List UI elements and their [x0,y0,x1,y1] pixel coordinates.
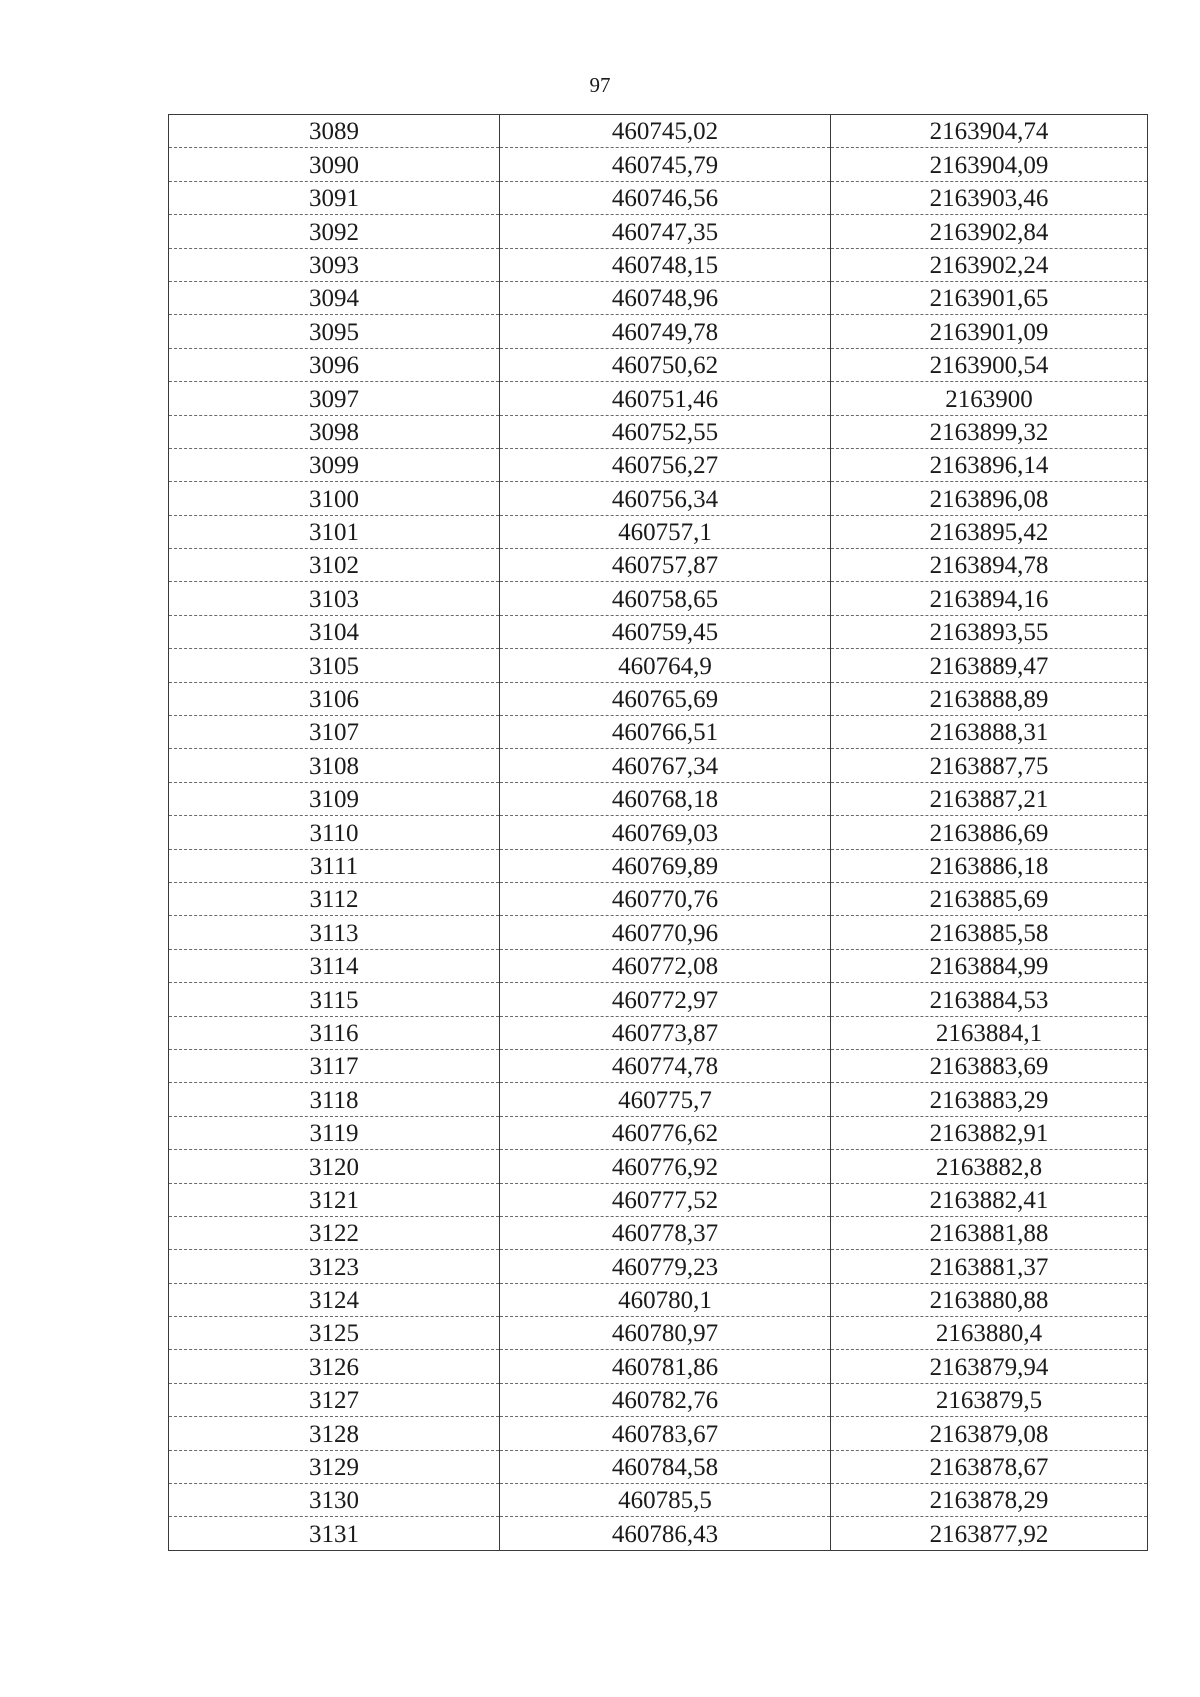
table-row [169,415,1148,448]
y-coordinate-cell: 2163887,21 [831,782,1148,815]
point-number-cell: 3097 [169,382,500,415]
point-number-cell: 3113 [169,916,500,949]
x-coordinate-cell: 460757,87 [500,549,831,582]
point-number-cell: 3101 [169,515,500,548]
table-row [169,115,1148,148]
x-coordinate-cell: 460775,7 [500,1083,831,1116]
table-row [169,916,1148,949]
y-coordinate-cell: 2163899,32 [831,415,1148,448]
y-coordinate-cell: 2163895,42 [831,515,1148,548]
table-row [169,281,1148,314]
y-coordinate-cell: 2163886,18 [831,849,1148,882]
y-coordinate-cell: 2163904,09 [831,148,1148,181]
table-row [169,1450,1148,1483]
point-number-cell: 3098 [169,415,500,448]
x-coordinate-cell: 460786,43 [500,1517,831,1550]
table-row [169,181,1148,214]
y-coordinate-cell: 2163883,29 [831,1083,1148,1116]
x-coordinate-cell: 460756,27 [500,448,831,481]
x-coordinate-cell: 460759,45 [500,615,831,648]
table-row [169,215,1148,248]
x-coordinate-cell: 460766,51 [500,716,831,749]
x-coordinate-cell: 460757,1 [500,515,831,548]
table-row [169,1049,1148,1082]
table-row [169,849,1148,882]
point-number-cell: 3128 [169,1417,500,1450]
x-coordinate-cell: 460769,03 [500,816,831,849]
point-number-cell: 3096 [169,348,500,381]
point-number-cell: 3114 [169,949,500,982]
point-number-cell: 3105 [169,649,500,682]
table-row [169,949,1148,982]
x-coordinate-cell: 460746,56 [500,181,831,214]
point-number-cell: 3103 [169,582,500,615]
x-coordinate-cell: 460745,79 [500,148,831,181]
x-coordinate-cell: 460780,1 [500,1283,831,1316]
x-coordinate-cell: 460752,55 [500,415,831,448]
y-coordinate-cell: 2163880,88 [831,1283,1148,1316]
y-coordinate-cell: 2163902,84 [831,215,1148,248]
point-number-cell: 3115 [169,983,500,1016]
coordinates-table [168,114,1148,1551]
table-row [169,749,1148,782]
table-row [169,983,1148,1016]
point-number-cell: 3110 [169,816,500,849]
point-number-cell: 3093 [169,248,500,281]
y-coordinate-cell: 2163902,24 [831,248,1148,281]
y-coordinate-cell: 2163893,55 [831,615,1148,648]
table-row [169,582,1148,615]
point-number-cell: 3131 [169,1517,500,1550]
point-number-cell: 3121 [169,1183,500,1216]
y-coordinate-cell: 2163885,58 [831,916,1148,949]
x-coordinate-cell: 460785,5 [500,1484,831,1517]
point-number-cell: 3119 [169,1116,500,1149]
y-coordinate-cell: 2163884,53 [831,983,1148,1016]
y-coordinate-cell: 2163900,54 [831,348,1148,381]
point-number-cell: 3123 [169,1250,500,1283]
y-coordinate-cell: 2163889,47 [831,649,1148,682]
point-number-cell: 3091 [169,181,500,214]
y-coordinate-cell: 2163901,65 [831,281,1148,314]
table-row [169,515,1148,548]
point-number-cell: 3129 [169,1450,500,1483]
y-coordinate-cell: 2163879,5 [831,1383,1148,1416]
y-coordinate-cell: 2163883,69 [831,1049,1148,1082]
y-coordinate-cell: 2163884,99 [831,949,1148,982]
point-number-cell: 3109 [169,782,500,815]
x-coordinate-cell: 460776,92 [500,1150,831,1183]
y-coordinate-cell: 2163900 [831,382,1148,415]
table-row [169,382,1148,415]
table-row [169,549,1148,582]
table-row [169,782,1148,815]
x-coordinate-cell: 460756,34 [500,482,831,515]
y-coordinate-cell: 2163888,31 [831,716,1148,749]
x-coordinate-cell: 460758,65 [500,582,831,615]
x-coordinate-cell: 460772,08 [500,949,831,982]
page-number: 97 [589,73,611,97]
y-coordinate-cell: 2163878,67 [831,1450,1148,1483]
x-coordinate-cell: 460765,69 [500,682,831,715]
point-number-cell: 3102 [169,549,500,582]
point-number-cell: 3112 [169,882,500,915]
y-coordinate-cell: 2163896,14 [831,448,1148,481]
x-coordinate-cell: 460784,58 [500,1450,831,1483]
x-coordinate-cell: 460768,18 [500,782,831,815]
x-coordinate-cell: 460776,62 [500,1116,831,1149]
table-row [169,1317,1148,1350]
table-row [169,1083,1148,1116]
y-coordinate-cell: 2163885,69 [831,882,1148,915]
y-coordinate-cell: 2163879,94 [831,1350,1148,1383]
y-coordinate-cell: 2163879,08 [831,1417,1148,1450]
x-coordinate-cell: 460748,96 [500,281,831,314]
table-row [169,649,1148,682]
y-coordinate-cell: 2163886,69 [831,816,1148,849]
y-coordinate-cell: 2163894,78 [831,549,1148,582]
y-coordinate-cell: 2163884,1 [831,1016,1148,1049]
x-coordinate-cell: 460748,15 [500,248,831,281]
point-number-cell: 3125 [169,1317,500,1350]
table-row [169,482,1148,515]
table-row [169,148,1148,181]
point-number-cell: 3116 [169,1016,500,1049]
x-coordinate-cell: 460781,86 [500,1350,831,1383]
x-coordinate-cell: 460777,52 [500,1183,831,1216]
x-coordinate-cell: 460780,97 [500,1317,831,1350]
point-number-cell: 3090 [169,148,500,181]
y-coordinate-cell: 2163880,4 [831,1317,1148,1350]
x-coordinate-cell: 460773,87 [500,1016,831,1049]
x-coordinate-cell: 460783,67 [500,1417,831,1450]
point-number-cell: 3118 [169,1083,500,1116]
y-coordinate-cell: 2163896,08 [831,482,1148,515]
table-row [169,1116,1148,1149]
point-number-cell: 3094 [169,281,500,314]
table-row [169,348,1148,381]
table-row [169,1417,1148,1450]
x-coordinate-cell: 460767,34 [500,749,831,782]
point-number-cell: 3107 [169,716,500,749]
table-row [169,1016,1148,1049]
y-coordinate-cell: 2163887,75 [831,749,1148,782]
point-number-cell: 3126 [169,1350,500,1383]
x-coordinate-cell: 460764,9 [500,649,831,682]
table-row [169,816,1148,849]
table-row [169,315,1148,348]
x-coordinate-cell: 460749,78 [500,315,831,348]
y-coordinate-cell: 2163881,88 [831,1216,1148,1249]
y-coordinate-cell: 2163901,09 [831,315,1148,348]
point-number-cell: 3104 [169,615,500,648]
table-row [169,716,1148,749]
table-row [169,1350,1148,1383]
x-coordinate-cell: 460770,76 [500,882,831,915]
table-row [169,1183,1148,1216]
coordinates-table-body [169,115,1148,1551]
point-number-cell: 3130 [169,1484,500,1517]
point-number-cell: 3127 [169,1383,500,1416]
x-coordinate-cell: 460772,97 [500,983,831,1016]
x-coordinate-cell: 460769,89 [500,849,831,882]
x-coordinate-cell: 460747,35 [500,215,831,248]
table-row [169,615,1148,648]
point-number-cell: 3122 [169,1216,500,1249]
point-number-cell: 3100 [169,482,500,515]
y-coordinate-cell: 2163881,37 [831,1250,1148,1283]
x-coordinate-cell: 460745,02 [500,115,831,148]
y-coordinate-cell: 2163882,41 [831,1183,1148,1216]
y-coordinate-cell: 2163882,8 [831,1150,1148,1183]
table-row [169,1383,1148,1416]
point-number-cell: 3099 [169,448,500,481]
point-number-cell: 3108 [169,749,500,782]
x-coordinate-cell: 460770,96 [500,916,831,949]
table-row [169,1250,1148,1283]
x-coordinate-cell: 460774,78 [500,1049,831,1082]
table-row [169,1216,1148,1249]
point-number-cell: 3120 [169,1150,500,1183]
x-coordinate-cell: 460778,37 [500,1216,831,1249]
y-coordinate-cell: 2163888,89 [831,682,1148,715]
y-coordinate-cell: 2163878,29 [831,1484,1148,1517]
table-row [169,1150,1148,1183]
point-number-cell: 3117 [169,1049,500,1082]
y-coordinate-cell: 2163877,92 [831,1517,1148,1550]
table-row [169,1484,1148,1517]
point-number-cell: 3089 [169,115,500,148]
point-number-cell: 3095 [169,315,500,348]
y-coordinate-cell: 2163904,74 [831,115,1148,148]
y-coordinate-cell: 2163882,91 [831,1116,1148,1149]
table-row [169,882,1148,915]
point-number-cell: 3124 [169,1283,500,1316]
x-coordinate-cell: 460782,76 [500,1383,831,1416]
x-coordinate-cell: 460751,46 [500,382,831,415]
y-coordinate-cell: 2163903,46 [831,181,1148,214]
point-number-cell: 3092 [169,215,500,248]
table-row [169,1283,1148,1316]
y-coordinate-cell: 2163894,16 [831,582,1148,615]
table-row [169,682,1148,715]
point-number-cell: 3106 [169,682,500,715]
table-row [169,1517,1148,1550]
point-number-cell: 3111 [169,849,500,882]
x-coordinate-cell: 460779,23 [500,1250,831,1283]
table-row [169,448,1148,481]
x-coordinate-cell: 460750,62 [500,348,831,381]
table-row [169,248,1148,281]
